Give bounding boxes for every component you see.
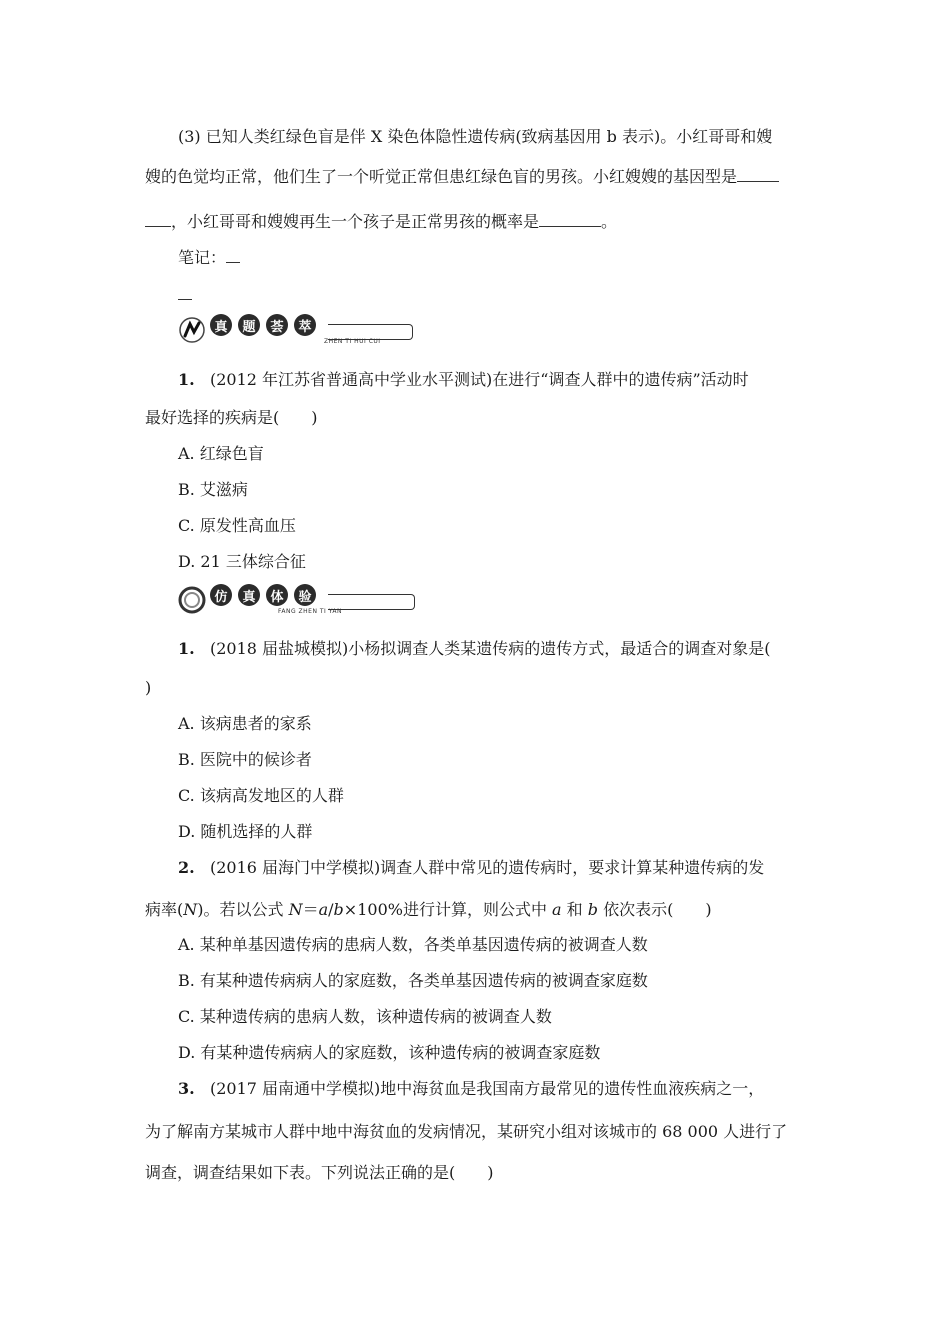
s2q3-stem-line1	[178, 1078, 764, 1100]
section1-title	[210, 314, 316, 336]
s2q2-text-f: 和	[561, 900, 588, 919]
q3-line3-text: ，小红哥哥和嫂嫂再生一个孩子是正常男孩的概率是	[171, 212, 540, 231]
s2q2-text-e: ×100%进行计算，则公式中	[343, 900, 553, 919]
section1-char-1: 真	[210, 314, 232, 336]
s2q2-stem-line1	[178, 857, 764, 879]
q3-line2-text: 嫂的色觉均正常，他们生了一个听觉正常但患红绿色盲的男孩。小红嫂嫂的基因型是	[145, 167, 738, 186]
s2q2-ref-b: b	[587, 900, 599, 919]
s2q2-option-b[interactable]: B. 有某种遗传病病人的家庭数，各类单基因遗传病的被调查家庭数	[178, 971, 648, 990]
s2q2-formula-a: a	[318, 900, 329, 919]
q3-line3	[145, 211, 617, 233]
s2q3-number: 3.	[178, 1079, 195, 1098]
q3-line2	[145, 166, 779, 188]
s2q2-option-c[interactable]: C. 某种遗传病的患病人数，该种遗传病的被调查人数	[178, 1007, 552, 1026]
notes-line	[178, 247, 240, 269]
s2q2-text-g: 依次表示( )	[598, 900, 712, 919]
section1-char-4: 萃	[294, 314, 316, 336]
section2-title	[210, 584, 316, 606]
section-logo-icon	[178, 316, 206, 344]
s2q2-text-d: /	[328, 900, 334, 919]
answer-blank-genotype-part2[interactable]	[145, 212, 171, 227]
section2-char-2: 真	[238, 584, 260, 606]
notes-line2	[178, 284, 192, 306]
s2q1-option-c[interactable]: C. 该病高发地区的人群	[178, 786, 344, 805]
section1-pinyin: ZHEN TI HUI CUI	[324, 338, 381, 345]
section1-char-3: 荟	[266, 314, 288, 336]
s2q2-ref-a: a	[552, 900, 562, 919]
s2q2-number: 2.	[178, 858, 195, 877]
s2q1-stem1: (2018 届盐城模拟)小杨拟调查人类某遗传病的遗传方式，最适合的调查对象是(	[209, 639, 771, 658]
s1q1-option-d[interactable]: D. 21 三体综合征	[178, 552, 306, 571]
s2q3-stem3: 调查，调查结果如下表。下列说法正确的是( )	[145, 1163, 494, 1182]
section-ring-icon	[178, 586, 206, 614]
s2q2-option-d[interactable]: D. 有某种遗传病病人的家庭数，该种遗传病的被调查家庭数	[178, 1043, 601, 1062]
s2q3-stem1: (2017 届南通中学模拟)地中海贫血是我国南方最常见的遗传性血液疾病之一，	[209, 1079, 765, 1098]
section2-pinyin: FANG ZHEN TI YAN	[278, 608, 342, 615]
s2q2-formula-N: N	[288, 900, 303, 919]
answer-blank-probability[interactable]	[539, 212, 601, 227]
s1q1-stem-line1	[178, 369, 749, 391]
s1q1-option-a[interactable]: A. 红绿色盲	[178, 444, 264, 463]
s1q1-stem1: (2012 年江苏省普通高中学业水平测试)在进行“调查人群中的遗传病”活动时	[209, 370, 749, 389]
s2q2-text-b: )。若以公式	[197, 900, 289, 919]
s2q2-stem1: (2016 届海门中学模拟)调查人群中常见的遗传病时，要求计算某种遗传病的发	[209, 858, 765, 877]
s2q2-stem-line2	[145, 899, 712, 921]
s2q1-option-b[interactable]: B. 医院中的候诊者	[178, 750, 312, 769]
section-header-real-questions	[178, 314, 418, 348]
s2q1-stem-line1	[178, 638, 771, 660]
section-header-simulation	[178, 584, 418, 618]
s2q1-option-d[interactable]: D. 随机选择的人群	[178, 822, 313, 841]
s2q2-option-a[interactable]: A. 某种单基因遗传病的患病人数，各类单基因遗传病的被调查人数	[178, 935, 648, 954]
section2-char-4: 验	[294, 584, 316, 606]
section2-char-3: 体	[266, 584, 288, 606]
s2q2-text-c: ＝	[302, 900, 319, 919]
notes-blank[interactable]	[226, 248, 240, 263]
q3-line1: (3) 已知人类红绿色盲是伴 X 染色体隐性遗传病(致病基因用 b 表示)。小红哥哥和嫂	[178, 127, 773, 146]
q3-line3-end: 。	[601, 212, 618, 231]
section2-char-1: 仿	[210, 584, 232, 606]
notes-label: 笔记：	[178, 248, 227, 267]
s1q1-number: 1.	[178, 370, 195, 389]
s2q3-stem2: 为了解南方某城市人群中地中海贫血的发病情况，某研究小组对该城市的 68 000 人进行了	[145, 1122, 788, 1141]
s2q2-formula-b: b	[333, 900, 344, 919]
section1-char-2: 题	[238, 314, 260, 336]
s1q1-stem2: 最好选择的疾病是( )	[145, 408, 318, 427]
s2q1-stem2: )	[145, 678, 152, 697]
s2q2-var-N: N	[183, 900, 198, 919]
notes-blank-2[interactable]	[178, 285, 192, 300]
s2q1-number: 1.	[178, 639, 195, 658]
s2q2-text-a: 病率(	[145, 900, 184, 919]
answer-blank-genotype-part1[interactable]	[737, 167, 779, 182]
s1q1-option-b[interactable]: B. 艾滋病	[178, 480, 248, 499]
s1q1-option-c[interactable]: C. 原发性高血压	[178, 516, 296, 535]
s2q1-option-a[interactable]: A. 该病患者的家系	[178, 714, 312, 733]
